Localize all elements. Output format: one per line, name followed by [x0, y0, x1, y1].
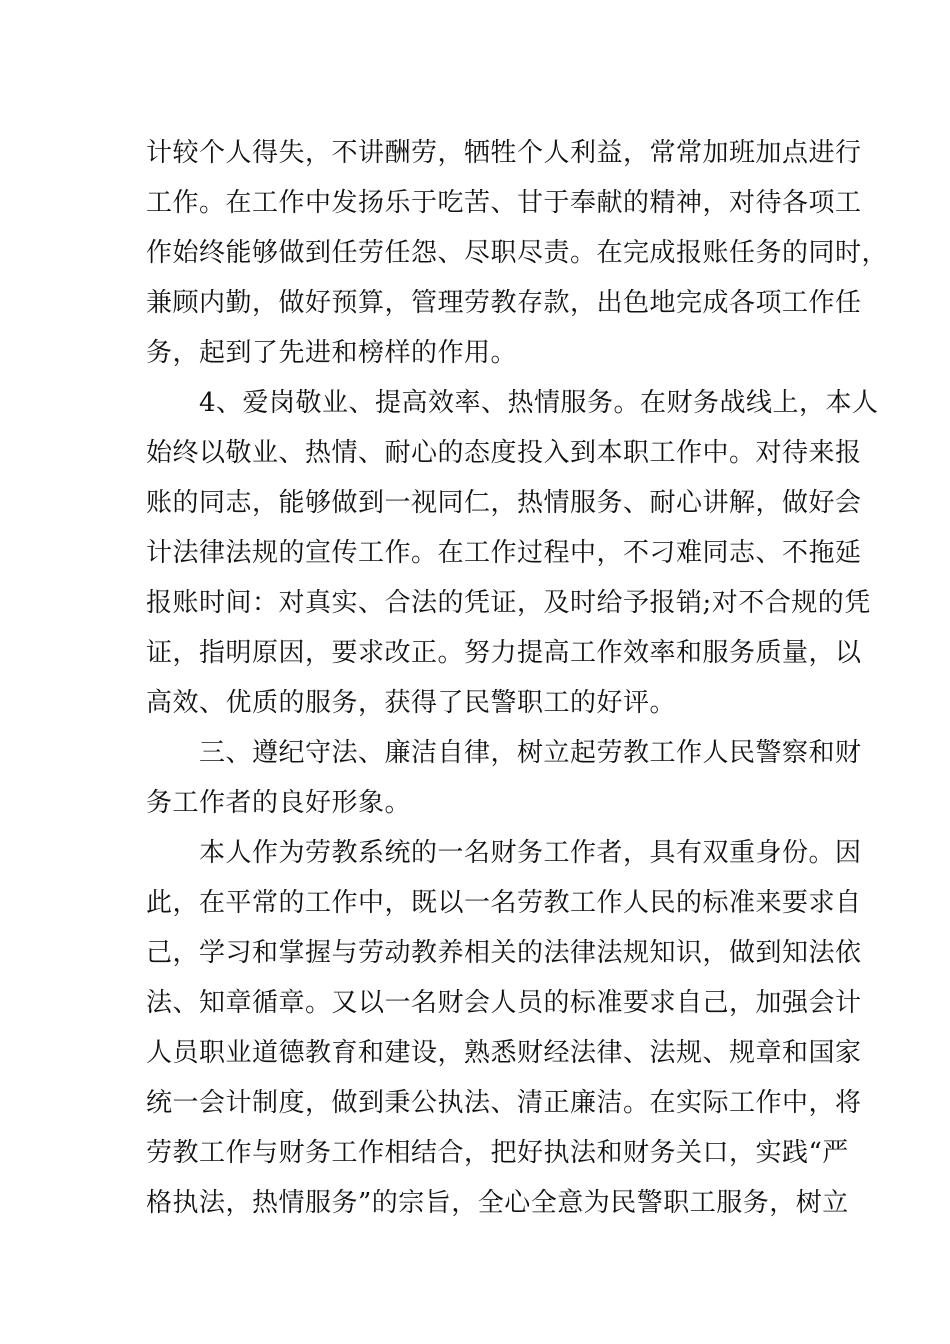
- text-line: 三、遵纪守法、廉洁自律，树立起劳教工作人民警察和财: [199, 738, 862, 768]
- text-line: 作始终能够做到任劳任怨、尽职尽责。在完成报账任务的同时，: [146, 238, 889, 268]
- text-line: 本人作为劳教系统的一名财务工作者，具有双重身份。因: [199, 838, 862, 868]
- text-line: 工作。在工作中发扬乐于吃苦、甘于奉献的精神，对待各项工: [146, 188, 862, 218]
- document-body: [146, 128, 889, 1228]
- text-line: 高效、优质的服务，获得了民警职工的好评。: [146, 688, 677, 718]
- paragraph: [146, 378, 879, 728]
- text-line: 统一会计制度，做到秉公执法、清正廉洁。在实际工作中，将: [146, 1088, 862, 1118]
- text-line: 己，学习和掌握与劳动教养相关的法律法规知识，做到知法依: [146, 938, 862, 968]
- text-line: 此，在平常的工作中，既以一名劳教工作人民的标准来要求自: [146, 888, 862, 918]
- text-line: 格执法，热情服务”的宗旨，全心全意为民警职工服务，树立: [146, 1188, 849, 1218]
- text-line: 计较个人得失，不讲酬劳，牺牲个人利益，常常加班加点进行: [146, 138, 862, 168]
- text-line: 劳教工作与财务工作相结合，把好执法和财务关口，实践“严: [146, 1138, 849, 1168]
- paragraph: [146, 128, 889, 378]
- text-line: 账的同志，能够做到一视同仁，热情服务、耐心讲解，做好会: [146, 488, 862, 518]
- text-line: 兼顾内勤，做好预算，管理劳教存款，出色地完成各项工作任: [146, 288, 862, 318]
- text-line: 4、爱岗敬业、提高效率、热情服务。在财务战线上，本人: [199, 388, 879, 418]
- text-line: 人员职业道德教育和建设，熟悉财经法律、法规、规章和国家: [146, 1038, 862, 1068]
- text-line: 务工作者的良好形象。: [146, 788, 412, 818]
- text-line: 法、知章循章。又以一名财会人员的标准要求自己，加强会计: [146, 988, 862, 1018]
- paragraph: [146, 828, 862, 1228]
- section-heading: [146, 728, 862, 828]
- text-line: 务，起到了先进和榜样的作用。: [146, 338, 518, 368]
- text-line: 证，指明原因，要求改正。努力提高工作效率和服务质量，以: [146, 638, 862, 668]
- text-line: 计法律法规的宣传工作。在工作过程中，不刁难同志、不拖延: [146, 538, 862, 568]
- text-line: 报账时间：对真实、合法的凭证，及时给予报销;对不合规的凭: [146, 588, 871, 618]
- text-line: 始终以敬业、热情、耐心的态度投入到本职工作中。对待来报: [146, 438, 862, 468]
